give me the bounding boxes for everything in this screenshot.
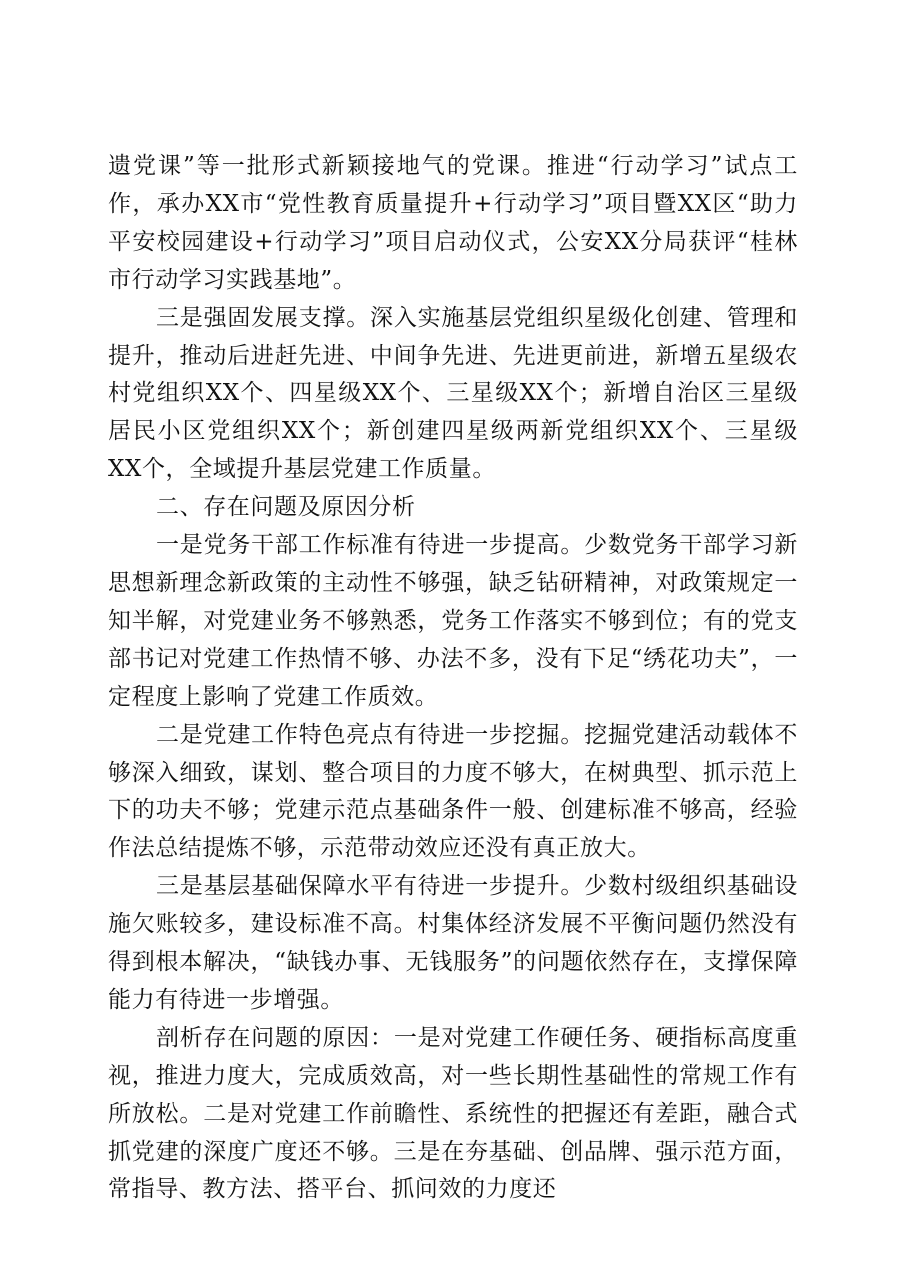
- section-heading-problems: 二、存在问题及原因分析: [156, 494, 416, 521]
- document-body: [108, 148, 798, 1209]
- paragraph-problem-two: 二是党建工作特色亮点有待进一步挖掘。挖掘党建活动载体不够深入细致，谋划、整合项目的力度不够大，在树典型、抓示范上下的功夫不够；党建示范点基础条件一般、创建标准不够高，经验作法总结提炼不够，示范带动效应还没有真正放大。: [108, 721, 798, 862]
- paragraph-intro-continued: 遗党课”等一批形式新颖接地气的党课。推进“行动学习”试点工作，承办XX市“党性教育质量提升+行动学习”项目暨XX区“助力平安校园建设+行动学习”项目启动仪式，公安XX分局获评“桂林市行动学习实践基地”。: [108, 153, 798, 293]
- paragraph-development-support: 三是强固发展支撑。深入实施基层党组织星级化创建、管理和提升，推动后进赶先进、中间争先进、先进更前进，新增五星级农村党组织XX个、四星级XX个、三星级XX个；新增自治区三星级居民小区党组织XX个；新创建四星级两新党组织XX个、三星级XX个，全域提升基层党建工作质量。: [108, 304, 798, 483]
- paragraph-problem-three: 三是基层基础保障水平有待进一步提升。少数村级组织基础设施欠账较多，建设标准不高。村集体经济发展不平衡问题仍然没有得到根本解决，“缺钱办事、无钱服务”的问题依然存在，支撑保障能力有待进一步增强。: [108, 873, 798, 1013]
- paragraph-problem-one: 一是党务干部工作标准有待进一步提高。少数党务干部学习新思想新理念新政策的主动性不够强，缺乏钻研精神，对政策规定一知半解，对党建业务不够熟悉，党务工作落实不够到位；有的党支部书记对党建工作热情不够、办法不多，没有下足“绣花功夫”，一定程度上影响了党建工作质效。: [108, 532, 798, 710]
- paragraph-cause-analysis: 剖析存在问题的原因：一是对党建工作硬任务、硬指标高度重视，推进力度大，完成质效高，对一些长期性基础性的常规工作有所放松。二是对党建工作前瞻性、系统性的把握还有差距，融合式抓党建的深度广度还不够。三是在夯基础、创品牌、强示范方面，常指导、教方法、搭平台、抓问效的力度还: [108, 1024, 798, 1203]
